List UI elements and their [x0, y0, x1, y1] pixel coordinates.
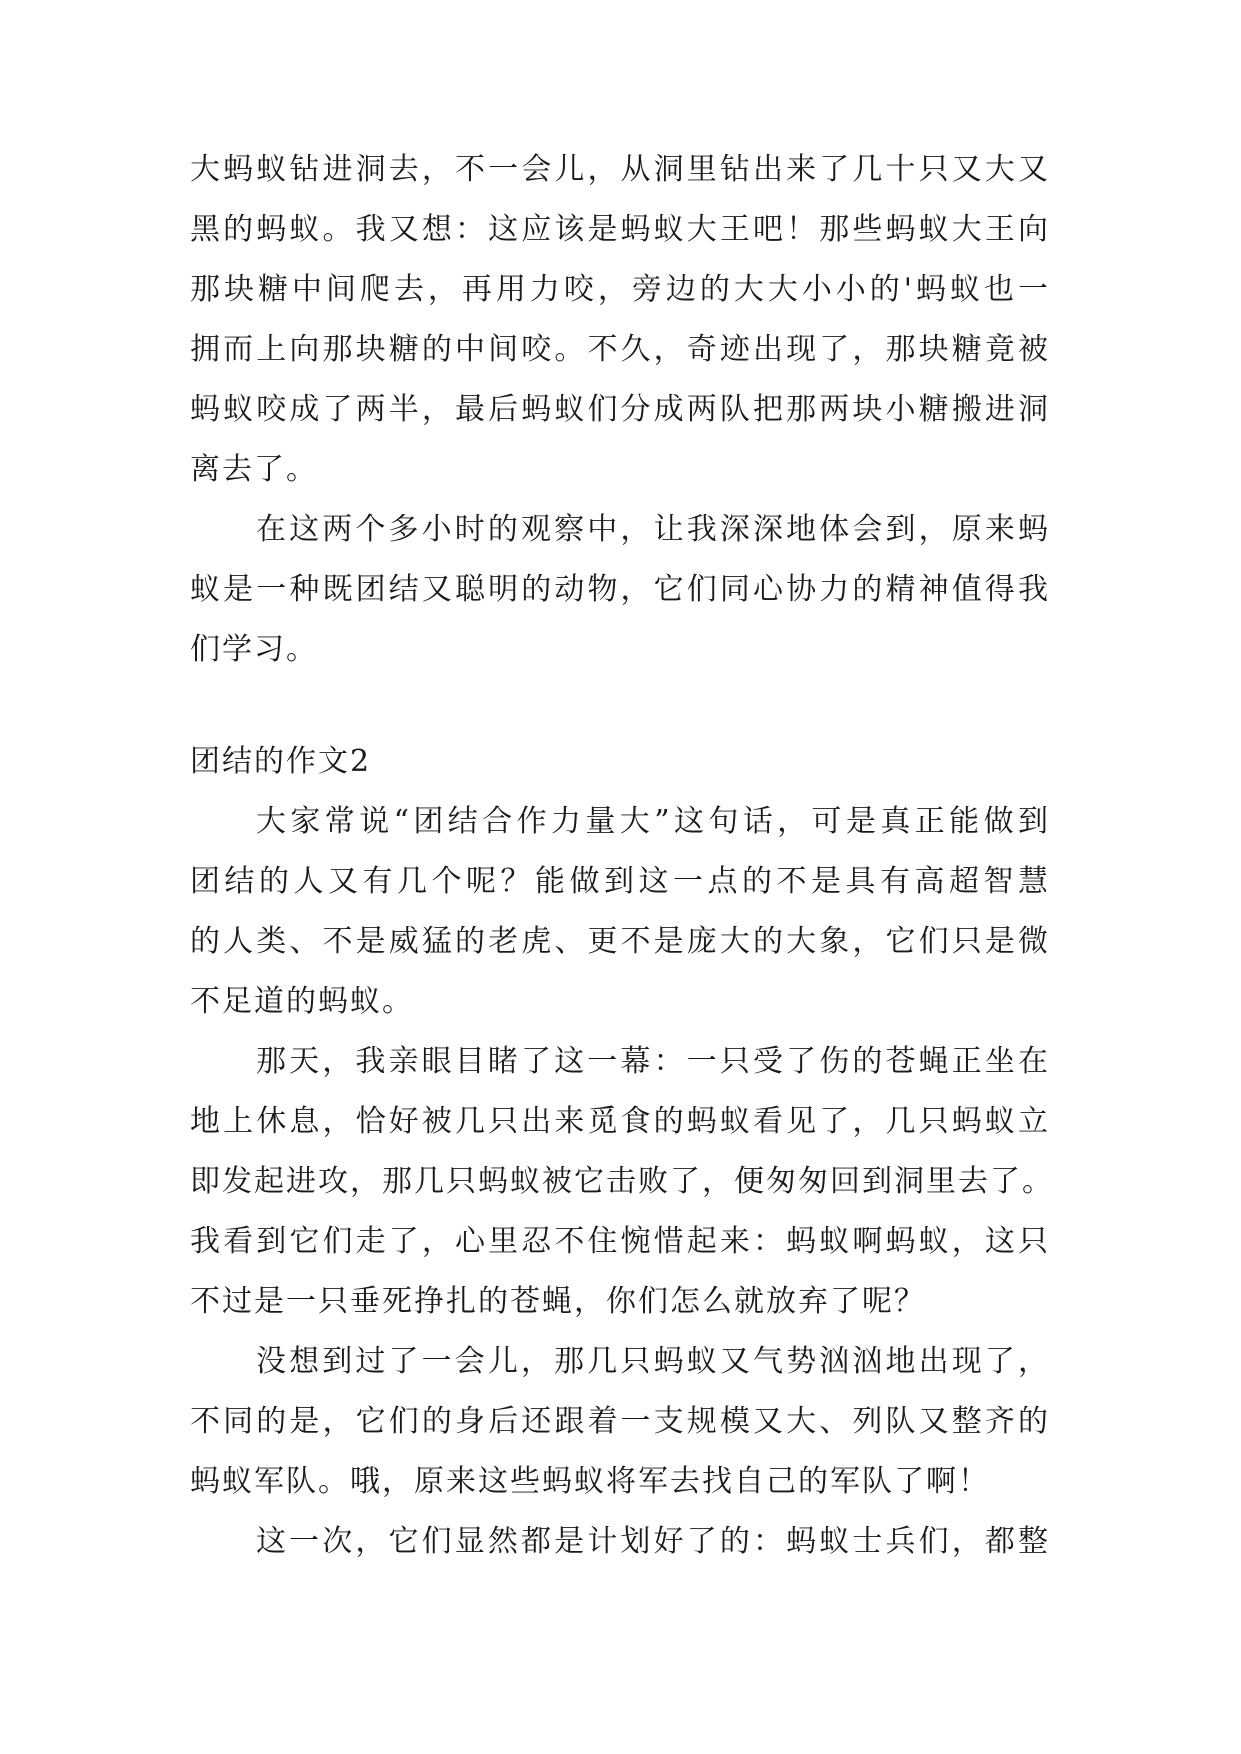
paragraph-2-line-2: 蚁是一种既团结又聪明的动物，它们同心协力的精神值得我 — [190, 572, 1050, 607]
paragraph-3-line-2: 团结的人又有几个呢？能做到这一点的不是具有高超智慧 — [190, 864, 1050, 899]
paragraph-2-line-1: 在这两个多小时的观察中，让我深深地体会到，原来蚂 — [256, 512, 1050, 547]
paragraph-4-line-4: 我看到它们走了，心里忍不住惋惜起来：蚂蚁啊蚂蚁，这只 — [190, 1224, 1050, 1259]
paragraph-5-line-3: 蚂蚁军队。哦，原来这些蚂蚁将军去找自己的军队了啊！ — [190, 1464, 990, 1499]
paragraph-3-line-1: 大家常说“团结合作力量大”这句话，可是真正能做到 — [256, 804, 1050, 839]
paragraph-3-line-3: 的人类、不是威猛的老虎、更不是庞大的大象，它们只是微 — [190, 924, 1050, 959]
paragraph-1-line-4: 拥而上向那块糖的中间咬。不久，奇迹出现了，那块糖竟被 — [190, 332, 1050, 367]
paragraph-4-line-1: 那天，我亲眼目睹了这一幕：一只受了伤的苍蝇正坐在 — [256, 1044, 1050, 1079]
paragraph-1-line-3: 那块糖中间爬去，再用力咬，旁边的大大小小的'蚂蚁也一 — [190, 272, 1050, 307]
paragraph-4-line-2: 地上休息，恰好被几只出来觅食的蚂蚁看见了，几只蚂蚁立 — [190, 1104, 1050, 1139]
paragraph-2-line-3: 们学习。 — [190, 632, 318, 667]
paragraph-1-line-5: 蚂蚁咬成了两半，最后蚂蚁们分成两队把那两块小糖搬进洞 — [190, 392, 1050, 427]
paragraph-1-line-2: 黑的蚂蚁。我又想：这应该是蚂蚁大王吧！那些蚂蚁大王向 — [190, 212, 1050, 247]
paragraph-1-line-6: 离去了。 — [190, 452, 318, 487]
paragraph-6-line-1: 这一次，它们显然都是计划好了的：蚂蚁士兵们，都整 — [256, 1524, 1050, 1559]
paragraph-3-line-4: 不足道的蚂蚁。 — [190, 984, 414, 1019]
paragraph-5-line-2: 不同的是，它们的身后还跟着一支规模又大、列队又整齐的 — [190, 1404, 1050, 1439]
section-title: 团结的作文2 — [190, 744, 372, 779]
paragraph-4-line-3: 即发起进攻，那几只蚂蚁被它击败了，便匆匆回到洞里去了。 — [190, 1164, 1054, 1199]
paragraph-4-line-5: 不过是一只垂死挣扎的苍蝇，你们怎么就放弃了呢？ — [190, 1284, 926, 1319]
paragraph-1-line-1: 大蚂蚁钻进洞去，不一会儿，从洞里钻出来了几十只又大又 — [190, 152, 1050, 187]
paragraph-5-line-1: 没想到过了一会儿，那几只蚂蚁又气势汹汹地出现了， — [256, 1344, 1050, 1379]
